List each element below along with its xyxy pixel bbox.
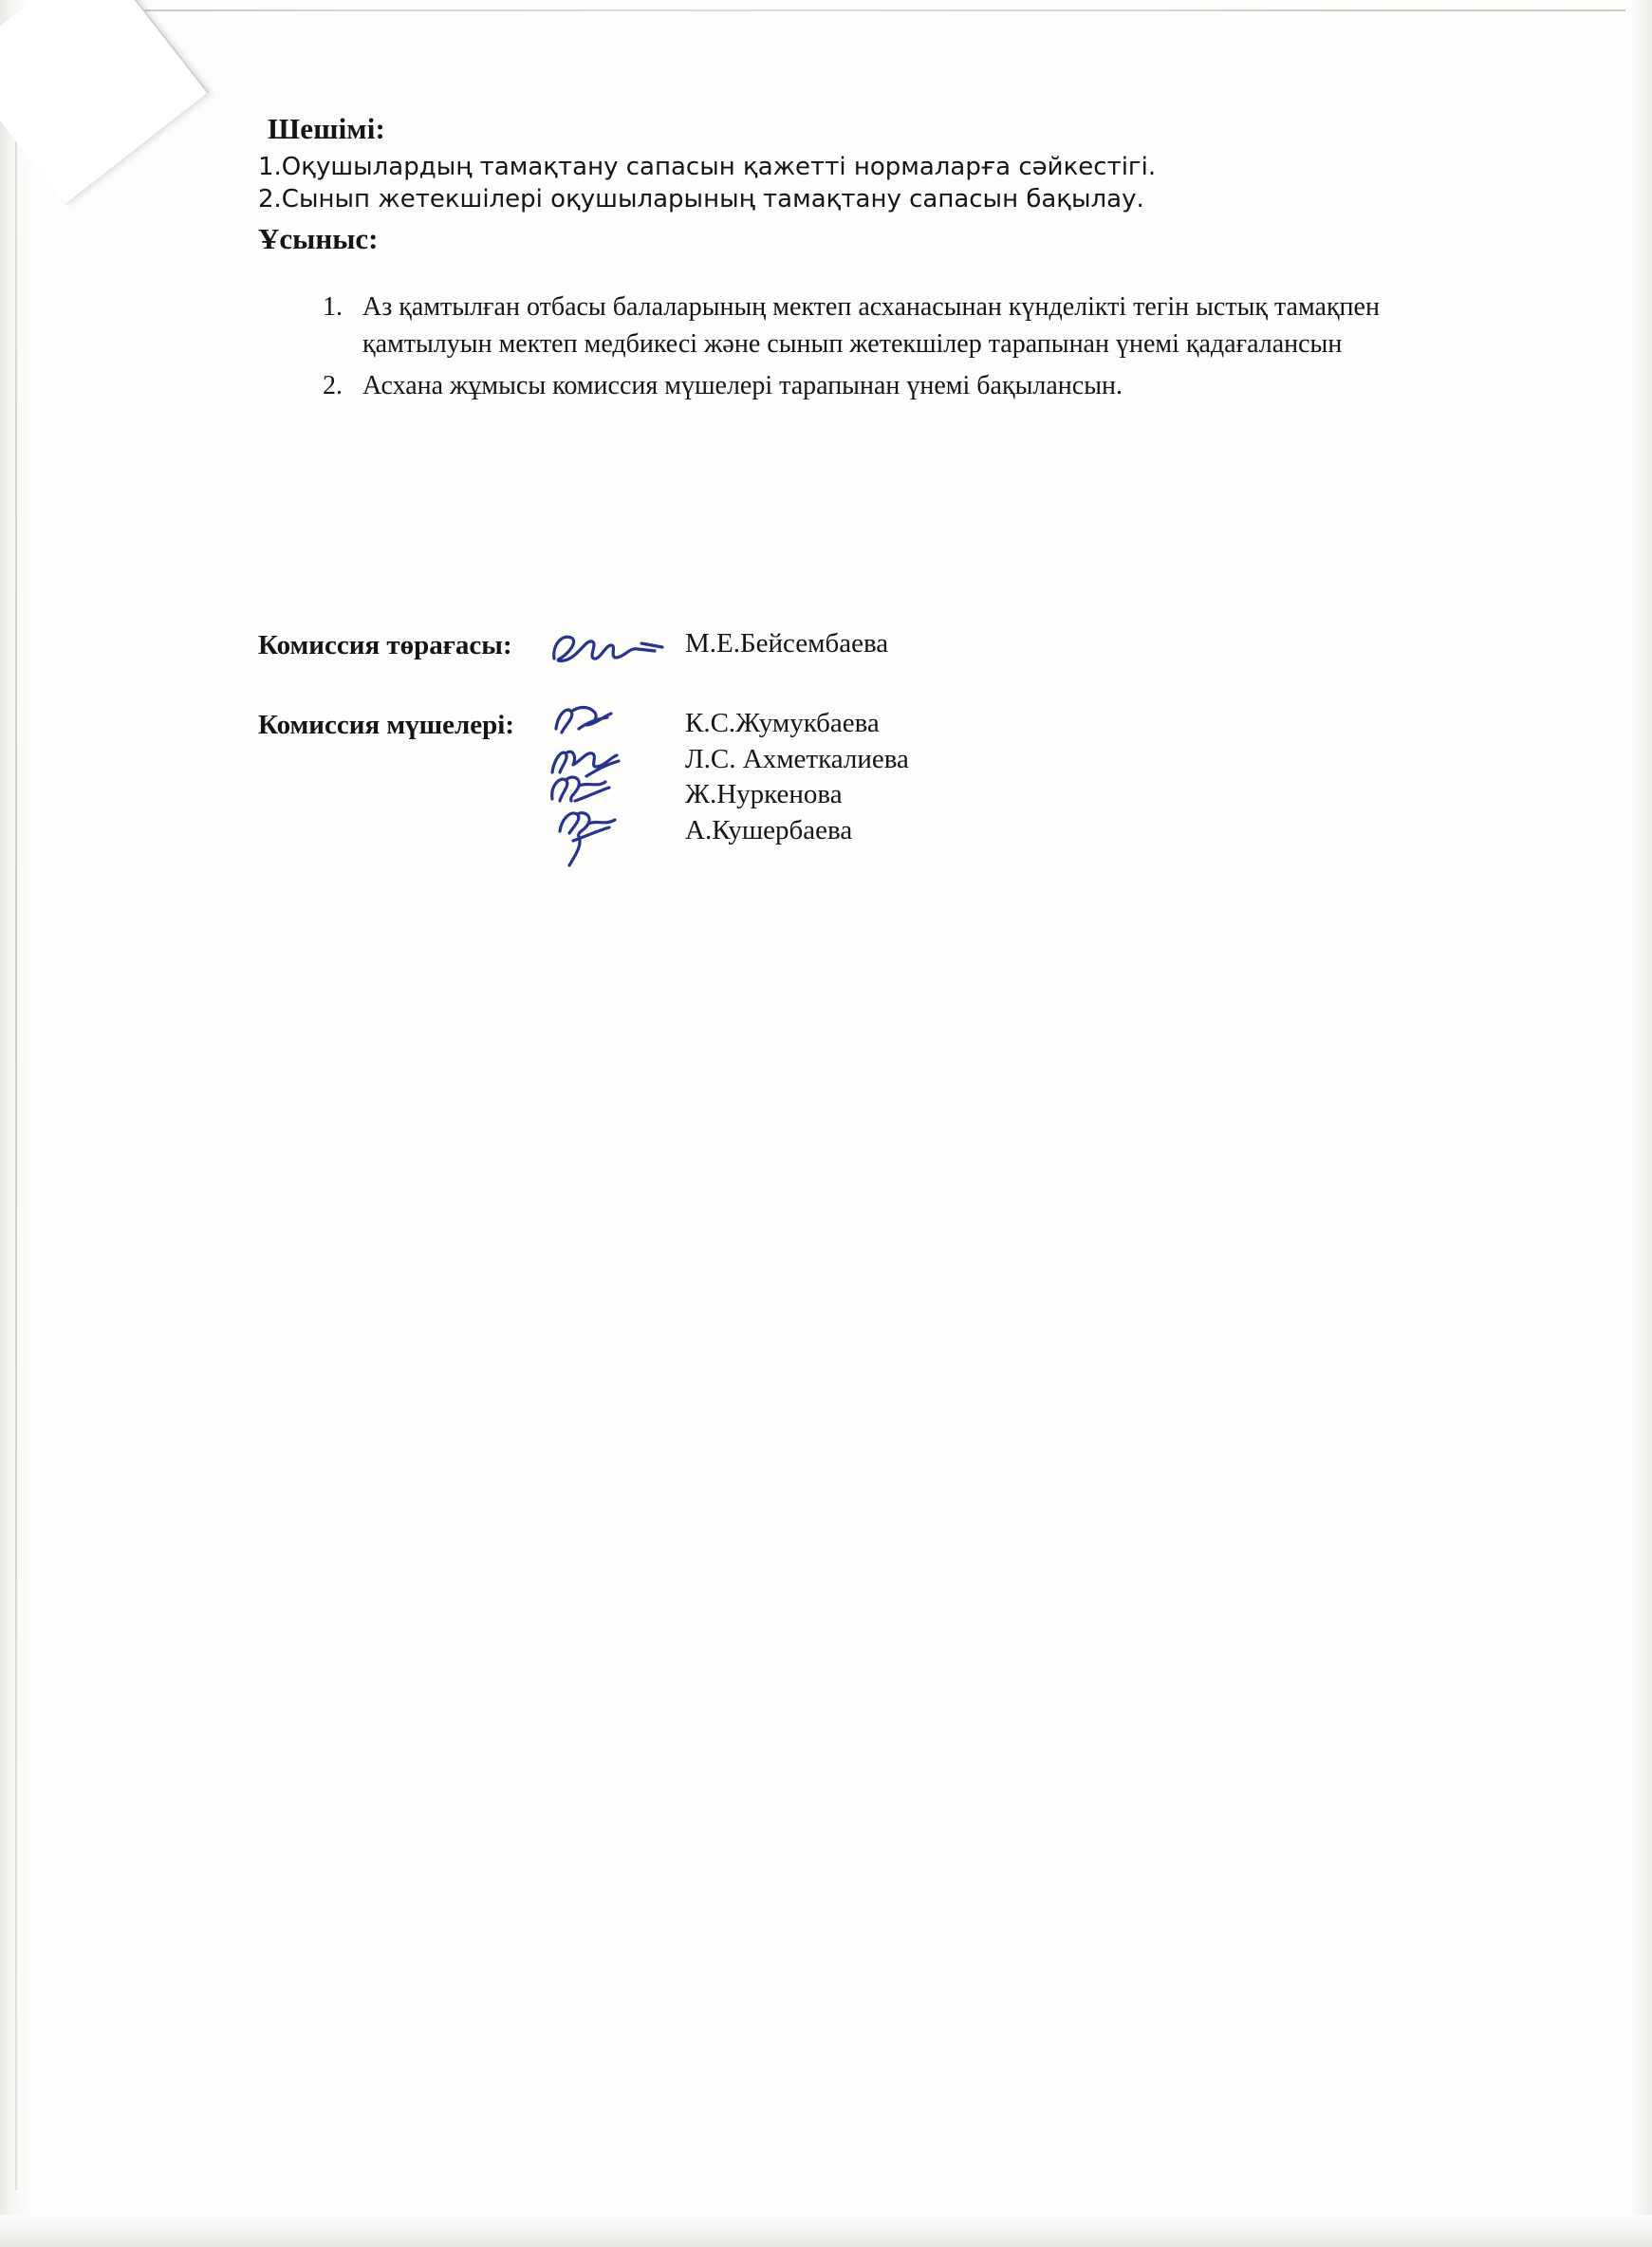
chair-label: Комиссия төрағасы: xyxy=(258,630,512,660)
chair-name: М.Е.Бейсембаева xyxy=(685,628,889,659)
handwritten-signature-icon xyxy=(543,626,685,674)
proposal-item-2: 2. Асхана жұмысы комиссия мүшелері тарапынан үнемі бақылансын. xyxy=(362,371,1123,401)
decision-item-1: 1.Оқушылардың тамақтану сапасын қажетті нормаларға сәйкестігі. xyxy=(258,153,1157,181)
member-name-4: А.Кушербаева xyxy=(685,815,853,846)
members-name-list xyxy=(685,706,909,849)
document-body xyxy=(258,112,1454,409)
chair-signature-row xyxy=(258,626,1397,668)
page-edge-shadow-bottom xyxy=(0,2215,1652,2247)
decision-heading: Шешімі: xyxy=(268,112,386,145)
page-corner-fold xyxy=(0,0,209,205)
members-signature-row xyxy=(258,706,1397,877)
members-signature-marks xyxy=(543,706,685,877)
page-top-edge xyxy=(114,9,1625,11)
signature-block xyxy=(258,626,1397,915)
page-edge-shadow-left xyxy=(0,0,28,2247)
handwritten-signature-icon xyxy=(550,805,674,871)
page-edge-shadow-right xyxy=(1627,0,1652,2247)
member-name-1: К.С.Жумукбаева xyxy=(685,708,880,738)
members-label: Комиссия мүшелері: xyxy=(258,710,514,740)
member-name-3: Ж.Нуркенова xyxy=(685,779,843,810)
page-left-edge xyxy=(15,142,17,2190)
list-item xyxy=(349,367,1454,405)
chair-signature-mark xyxy=(543,626,685,668)
list-item xyxy=(349,288,1454,364)
member-name-2: Л.С. Ахметкалиева xyxy=(685,743,909,774)
proposal-item-1: 1. Аз қамтылған отбасы балаларының мектеп асханасынан күнделікті тегін ыстық тамақпен қамтылуын мектеп медбикесі және сынып жетекшілер тарапынан үнемі қадағалансын xyxy=(362,291,1380,360)
proposal-list xyxy=(258,288,1454,405)
proposal-heading: Ұсыныс: xyxy=(258,221,379,255)
decision-item-2: 2.Сынып жетекшілері оқушыларының тамақтану сапасын бақылау. xyxy=(258,184,1144,214)
